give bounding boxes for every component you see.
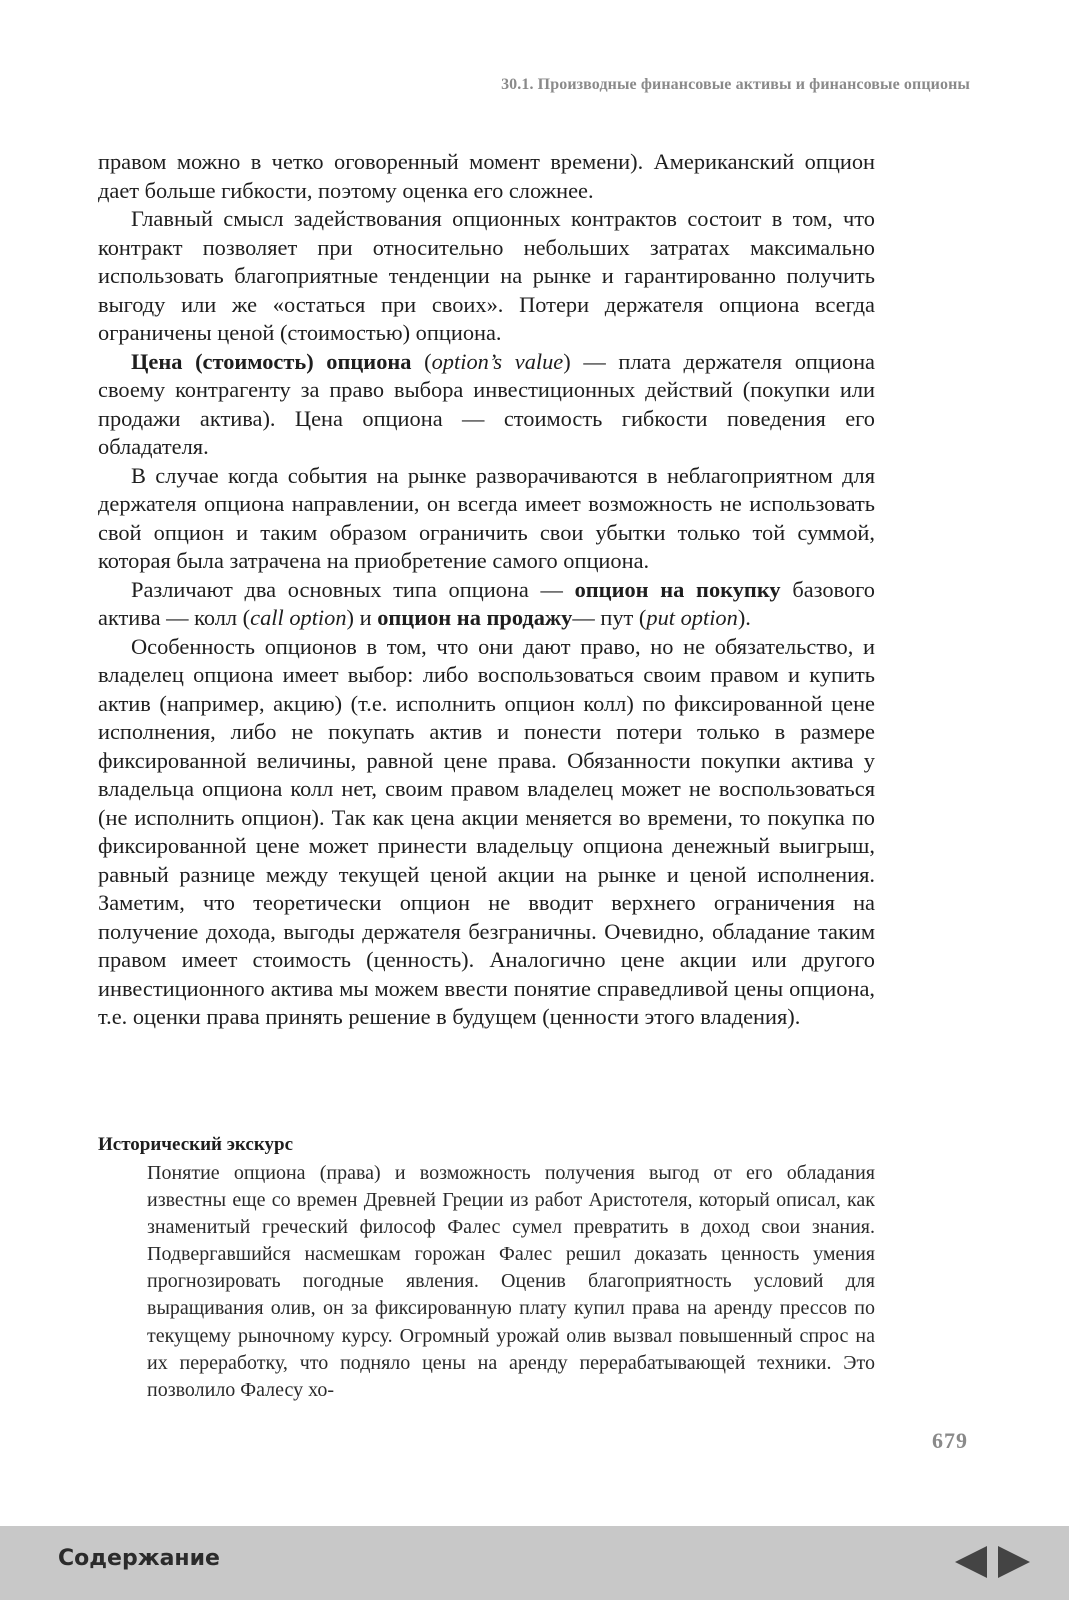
contents-link[interactable]: Содержание — [58, 1546, 220, 1571]
term-put-option-en: put option — [646, 605, 738, 630]
paragraph-option-price: Цена (стоимость) опциона (option’s value) — плата держателя опциона своему контрагенту за право выбора инвестиционных действий (покупки или продажи актива). Цена опциона — стоимость гибкости поведения его обладателя. — [98, 348, 875, 459]
text-fragment: ). — [737, 605, 751, 630]
text-fragment: ) и — [346, 605, 372, 630]
sidebar-title: Исторический экскурс — [98, 1134, 294, 1155]
text-fragment: — пут ( — [572, 605, 647, 630]
previous-page-button[interactable] — [953, 1545, 989, 1579]
paragraph: В случае когда события на рынке разворачиваются в неблагоприятном для держателя опциона направлении, он всегда имеет возможность не использовать свой опцион и таким образом ограничить свои убытки только той суммой, которая была затрачена на приобретение самого опциона. — [98, 462, 875, 573]
paragraph-option-types — [98, 576, 875, 633]
navigation-bar — [0, 1526, 1069, 1600]
sidebar-text — [147, 1160, 875, 1404]
triangle-left-icon — [953, 1545, 989, 1579]
paragraph: правом можно в четко оговоренный момент времени). Американский опцион дает больше гибкости, поэтому оценка его сложнее. — [98, 149, 875, 203]
term-call-option-en: call option — [250, 605, 347, 630]
term-call-option: опцион на покупку — [574, 576, 781, 602]
main-text — [98, 148, 875, 1032]
page-number: 679 — [932, 1428, 968, 1453]
paragraph: Особенность опционов в том, что они дают право, но не обязательство, и владелец опциона имеет выбор: либо воспользоваться своим правом и купить актив (например, акцию) (т.е. исполнить опцион колл) по фиксированной цене исполнения, либо не покупать актив и понести потери только в размере фиксированной величины, равной цене права. Обязанности покупки актива у владельца опциона колл нет, своим правом владелец может не воспользоваться (не исполнить опцион). Так как цена акции меняется во времени, то покупка по фиксированной цене может принести владельцу опциона денежный выигрыш, равный разнице между текущей ценой акции на рынке и ценой исполнения. Заметим, что теоретически опцион не вводит верхнего ограничения на получение дохода, выгоды держателя безграничны. Очевидно, обладание таким правом имеет стоимость (ценность). Аналогично цене акции или другого инвестиционного актива мы можем ввести понятие справедливой цены опциона, т.е. оценки права принять решение в будущем (ценности этого владения). — [98, 633, 875, 1029]
term-put-option: опцион на продажу — [377, 605, 573, 630]
triangle-right-icon — [996, 1545, 1032, 1579]
definition-text: — плата держателя опциона своему контрагенту за право выбора инвестиционных действий (покупки или продажи актива). Цена опциона — стоимость гибкости поведения его обладателя. — [98, 348, 875, 459]
text-fragment: базового актива — колл ( — [98, 576, 875, 630]
sidebar-paragraph: Понятие опциона (права) и возможность получения выгод от его обладания известны еще со времен Древней Греции из работ Аристотеля, который описал, как знаменитый греческий философ Фалес сумел превратить в доход свои знания. Подвергавшийся насмешкам горожан Фалес решил доказать ценность умения прогнозировать погодные явления. Оценив благоприятность условий для выращивания олив, он за фиксированную плату купил права на аренду прессов по текущему рыночному курсу. Огромный урожай олив вызвал повышенный спрос на их переработку, что подняло цены на аренду перерабатывающей техники. Это позволило Фалесу хо- — [147, 1162, 875, 1401]
term-option-value-en: option’s value — [431, 348, 564, 374]
paragraph: Главный смысл задействования опционных контрактов состоит в том, что контракт позволяет при относительно небольших затратах максимально использовать благоприятные тенденции на рынке и гарантированно получить выгоду или же «остаться при своих». Потери держателя опциона всегда ограничены ценой (стоимостью) опциона. — [98, 206, 875, 345]
term-option-price: Цена (стоимость) опциона — [131, 348, 412, 374]
text-fragment: Различают два основных типа опциона — — [131, 576, 563, 602]
next-page-button[interactable] — [996, 1545, 1032, 1579]
running-head: 30.1. Производные финансовые активы и финансовые опционы — [501, 76, 970, 93]
